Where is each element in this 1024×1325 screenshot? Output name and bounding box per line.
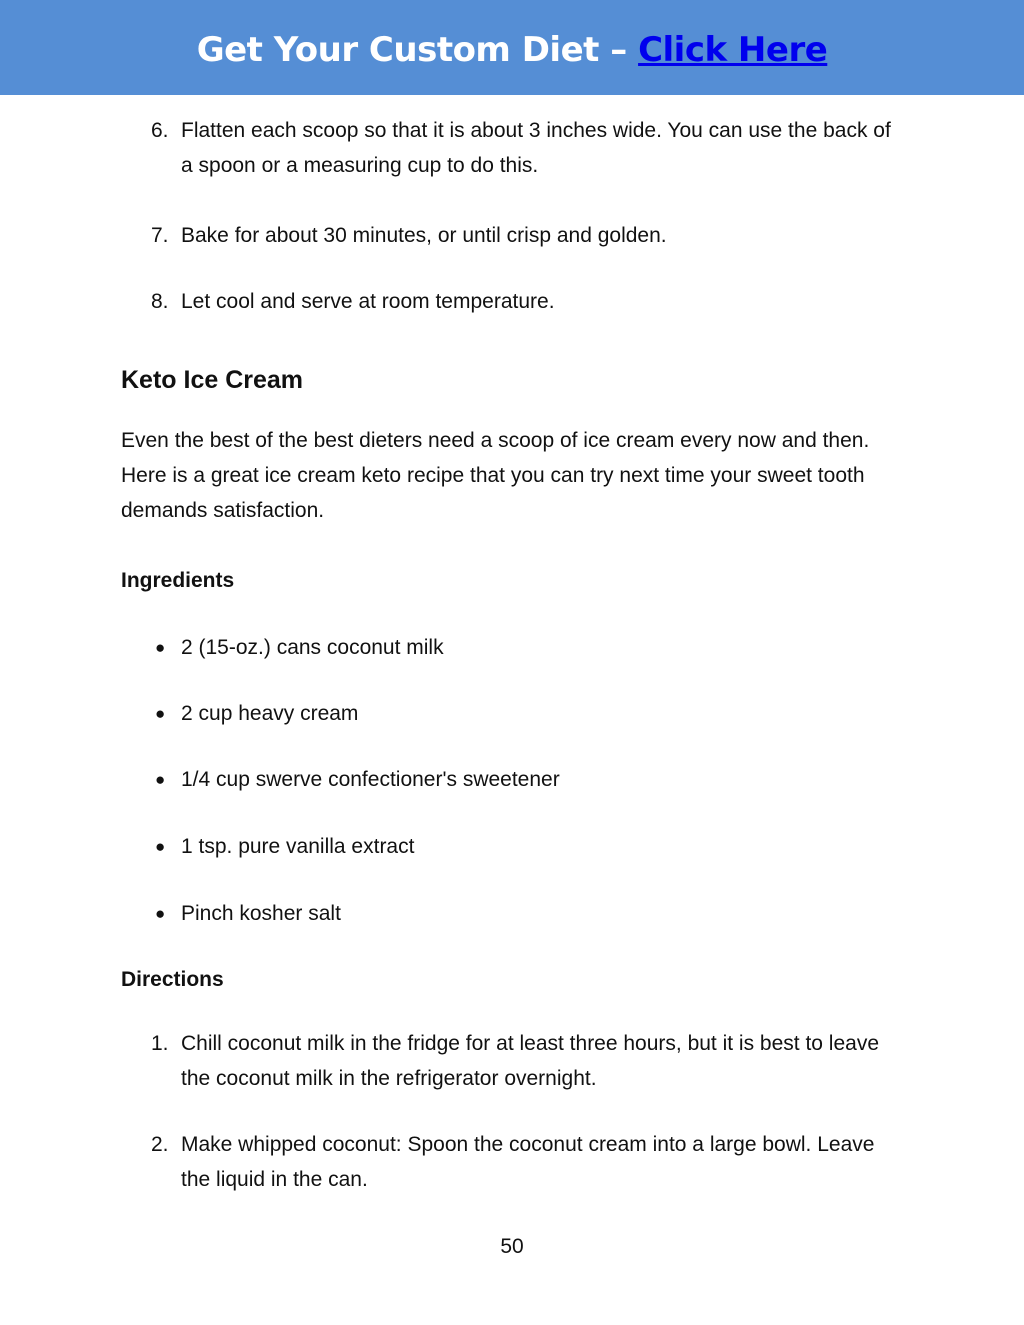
step-text: Let cool and serve at room temperature.: [181, 290, 555, 313]
ingredient-text: Pinch kosher salt: [181, 902, 341, 925]
banner-headline: [197, 28, 828, 72]
step-number: 8.: [151, 290, 169, 313]
click-here-link[interactable]: Click Here: [638, 30, 828, 70]
direction-step-2: [151, 1127, 901, 1197]
section-intro: Even the best of the best dieters need a scoop of ice cream every now and then. Here is a great ice cream keto recipe that you can try next time your sweet tooth demands satisfaction.: [121, 429, 870, 522]
directions-heading: Directions: [121, 968, 224, 991]
ingredient-item: [155, 896, 901, 931]
step-6: [151, 113, 901, 183]
bullet-icon: ●: [155, 638, 166, 657]
page-number: 50: [500, 1235, 524, 1258]
step-number: 7.: [151, 224, 169, 247]
ingredients-heading: Ingredients: [121, 569, 235, 592]
ingredient-item: [155, 762, 901, 797]
step-number: 1.: [151, 1032, 169, 1055]
step-text: Make whipped coconut: Spoon the coconut cream into a large bowl. Leave the liquid in the can.: [181, 1133, 875, 1191]
direction-step-1: [151, 1026, 901, 1096]
step-number: 6.: [151, 119, 169, 142]
bullet-icon: ●: [155, 704, 166, 723]
step-8: [151, 284, 901, 319]
ingredient-item: [155, 829, 901, 864]
ingredient-text: 2 cup heavy cream: [181, 702, 359, 725]
ingredient-text: 1/4 cup swerve confectioner's sweetener: [181, 768, 560, 791]
step-7: [151, 218, 901, 253]
ingredient-text: 2 (15-oz.) cans coconut milk: [181, 636, 444, 659]
bullet-icon: ●: [155, 837, 166, 856]
step-text: Flatten each scoop so that it is about 3 inches wide. You can use the back of a spoon or a measuring cup to do this.: [181, 119, 891, 177]
promo-banner: [0, 0, 1024, 95]
ingredient-item: [155, 696, 901, 731]
bullet-icon: ●: [155, 770, 166, 789]
section-title: Keto Ice Cream: [121, 366, 304, 394]
banner-text: Get Your Custom Diet –: [196, 30, 639, 70]
ingredient-text: 1 tsp. pure vanilla extract: [181, 835, 415, 858]
step-number: 2.: [151, 1133, 169, 1156]
ingredient-item: [155, 630, 901, 665]
bullet-icon: ●: [155, 904, 166, 923]
step-text: Chill coconut milk in the fridge for at least three hours, but it is best to leave the coconut milk in the refrigerator overnight.: [181, 1032, 880, 1090]
step-text: Bake for about 30 minutes, or until crisp and golden.: [181, 224, 667, 247]
